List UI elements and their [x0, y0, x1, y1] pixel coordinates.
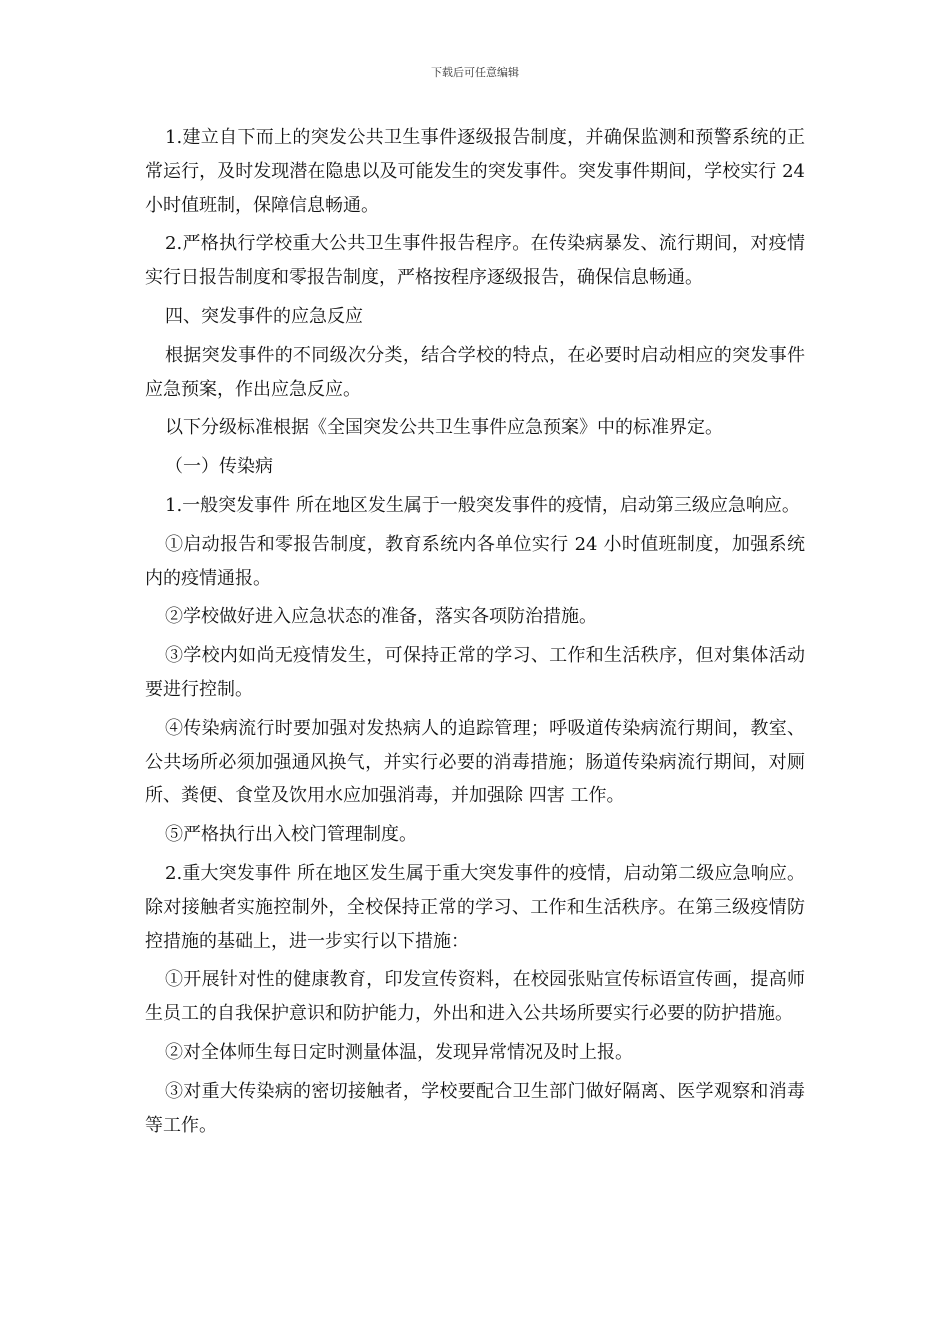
- list-item-major-3: ③对重大传染病的密切接触者，学校要配合卫生部门做好隔离、医学观察和消毒等工作。: [145, 1080, 805, 1136]
- paragraph-report-system: 1.建立自下而上的突发公共卫生事件逐级报告制度，并确保监测和预警系统的正常运行，及时发现潜在隐患以及可能发生的突发事件。突发事件期间，学校实行 24 小时值班制，保障信息畅通。: [145, 127, 805, 216]
- list-item-general-2: ②学校做好进入应急状态的准备，落实各项防治措施。: [165, 606, 597, 628]
- paragraph-response-intro: 根据突发事件的不同级次分类，结合学校的特点，在必要时启动相应的突发事件应急预案，作出应急反应。: [145, 344, 805, 400]
- list-item-general-3: ③学校内如尚无疫情发生，可保持正常的学习、工作和生活秩序，但对集体活动要进行控制。: [145, 645, 805, 700]
- list-item-major-2: ②对全体师生每日定时测量体温，发现异常情况及时上报。: [165, 1041, 633, 1063]
- paragraph-general-event: 1.一般突发事件 所在地区发生属于一般突发事件的疫情，启动第三级应急响应。: [165, 494, 800, 516]
- document-body: [145, 121, 805, 1147]
- paragraph-classification-standard: 以下分级标准根据《全国突发公共卫生事件应急预案》中的标准界定。: [165, 417, 723, 439]
- paragraph-report-procedure: 2.严格执行学校重大公共卫生事件报告程序。在传染病暴发、流行期间，对疫情实行日报告制度和零报告制度，严格按程序逐级报告，确保信息畅通。: [145, 233, 805, 289]
- subheading-infectious-disease: （一）传染病: [165, 456, 273, 478]
- list-item-major-1: ①开展针对性的健康教育，印发宣传资料，在校园张贴宣传标语宣传画，提高师生员工的自我保护意识和防护能力，外出和进入公共场所要实行必要的防护措施。: [145, 969, 805, 1025]
- list-item-general-4: ④传染病流行时要加强对发热病人的追踪管理；呼吸道传染病流行期间，教室、公共场所必须加强通风换气，并实行必要的消毒措施；肠道传染病流行期间，对厕所、粪便、食堂及饮用水应加强消毒，并加强除 四害 工作。: [145, 717, 805, 807]
- list-item-general-1: ①启动报告和零报告制度，教育系统内各单位实行 24 小时值班制度，加强系统内的疫情通报。: [145, 533, 805, 589]
- paragraph-major-event: 2.重大突发事件 所在地区发生属于重大突发事件的疫情，启动第二级应急响应。除对接触者实施控制外，全校保持正常的学习、工作和生活秩序。在第三级疫情防控措施的基础上，进一步实行以下措施：: [145, 862, 805, 952]
- section-heading-emergency-response: 四、突发事件的应急反应: [165, 305, 363, 327]
- list-item-general-5: ⑤严格执行出入校门管理制度。: [165, 824, 417, 846]
- page-header: 下载后可任意编辑: [431, 66, 519, 79]
